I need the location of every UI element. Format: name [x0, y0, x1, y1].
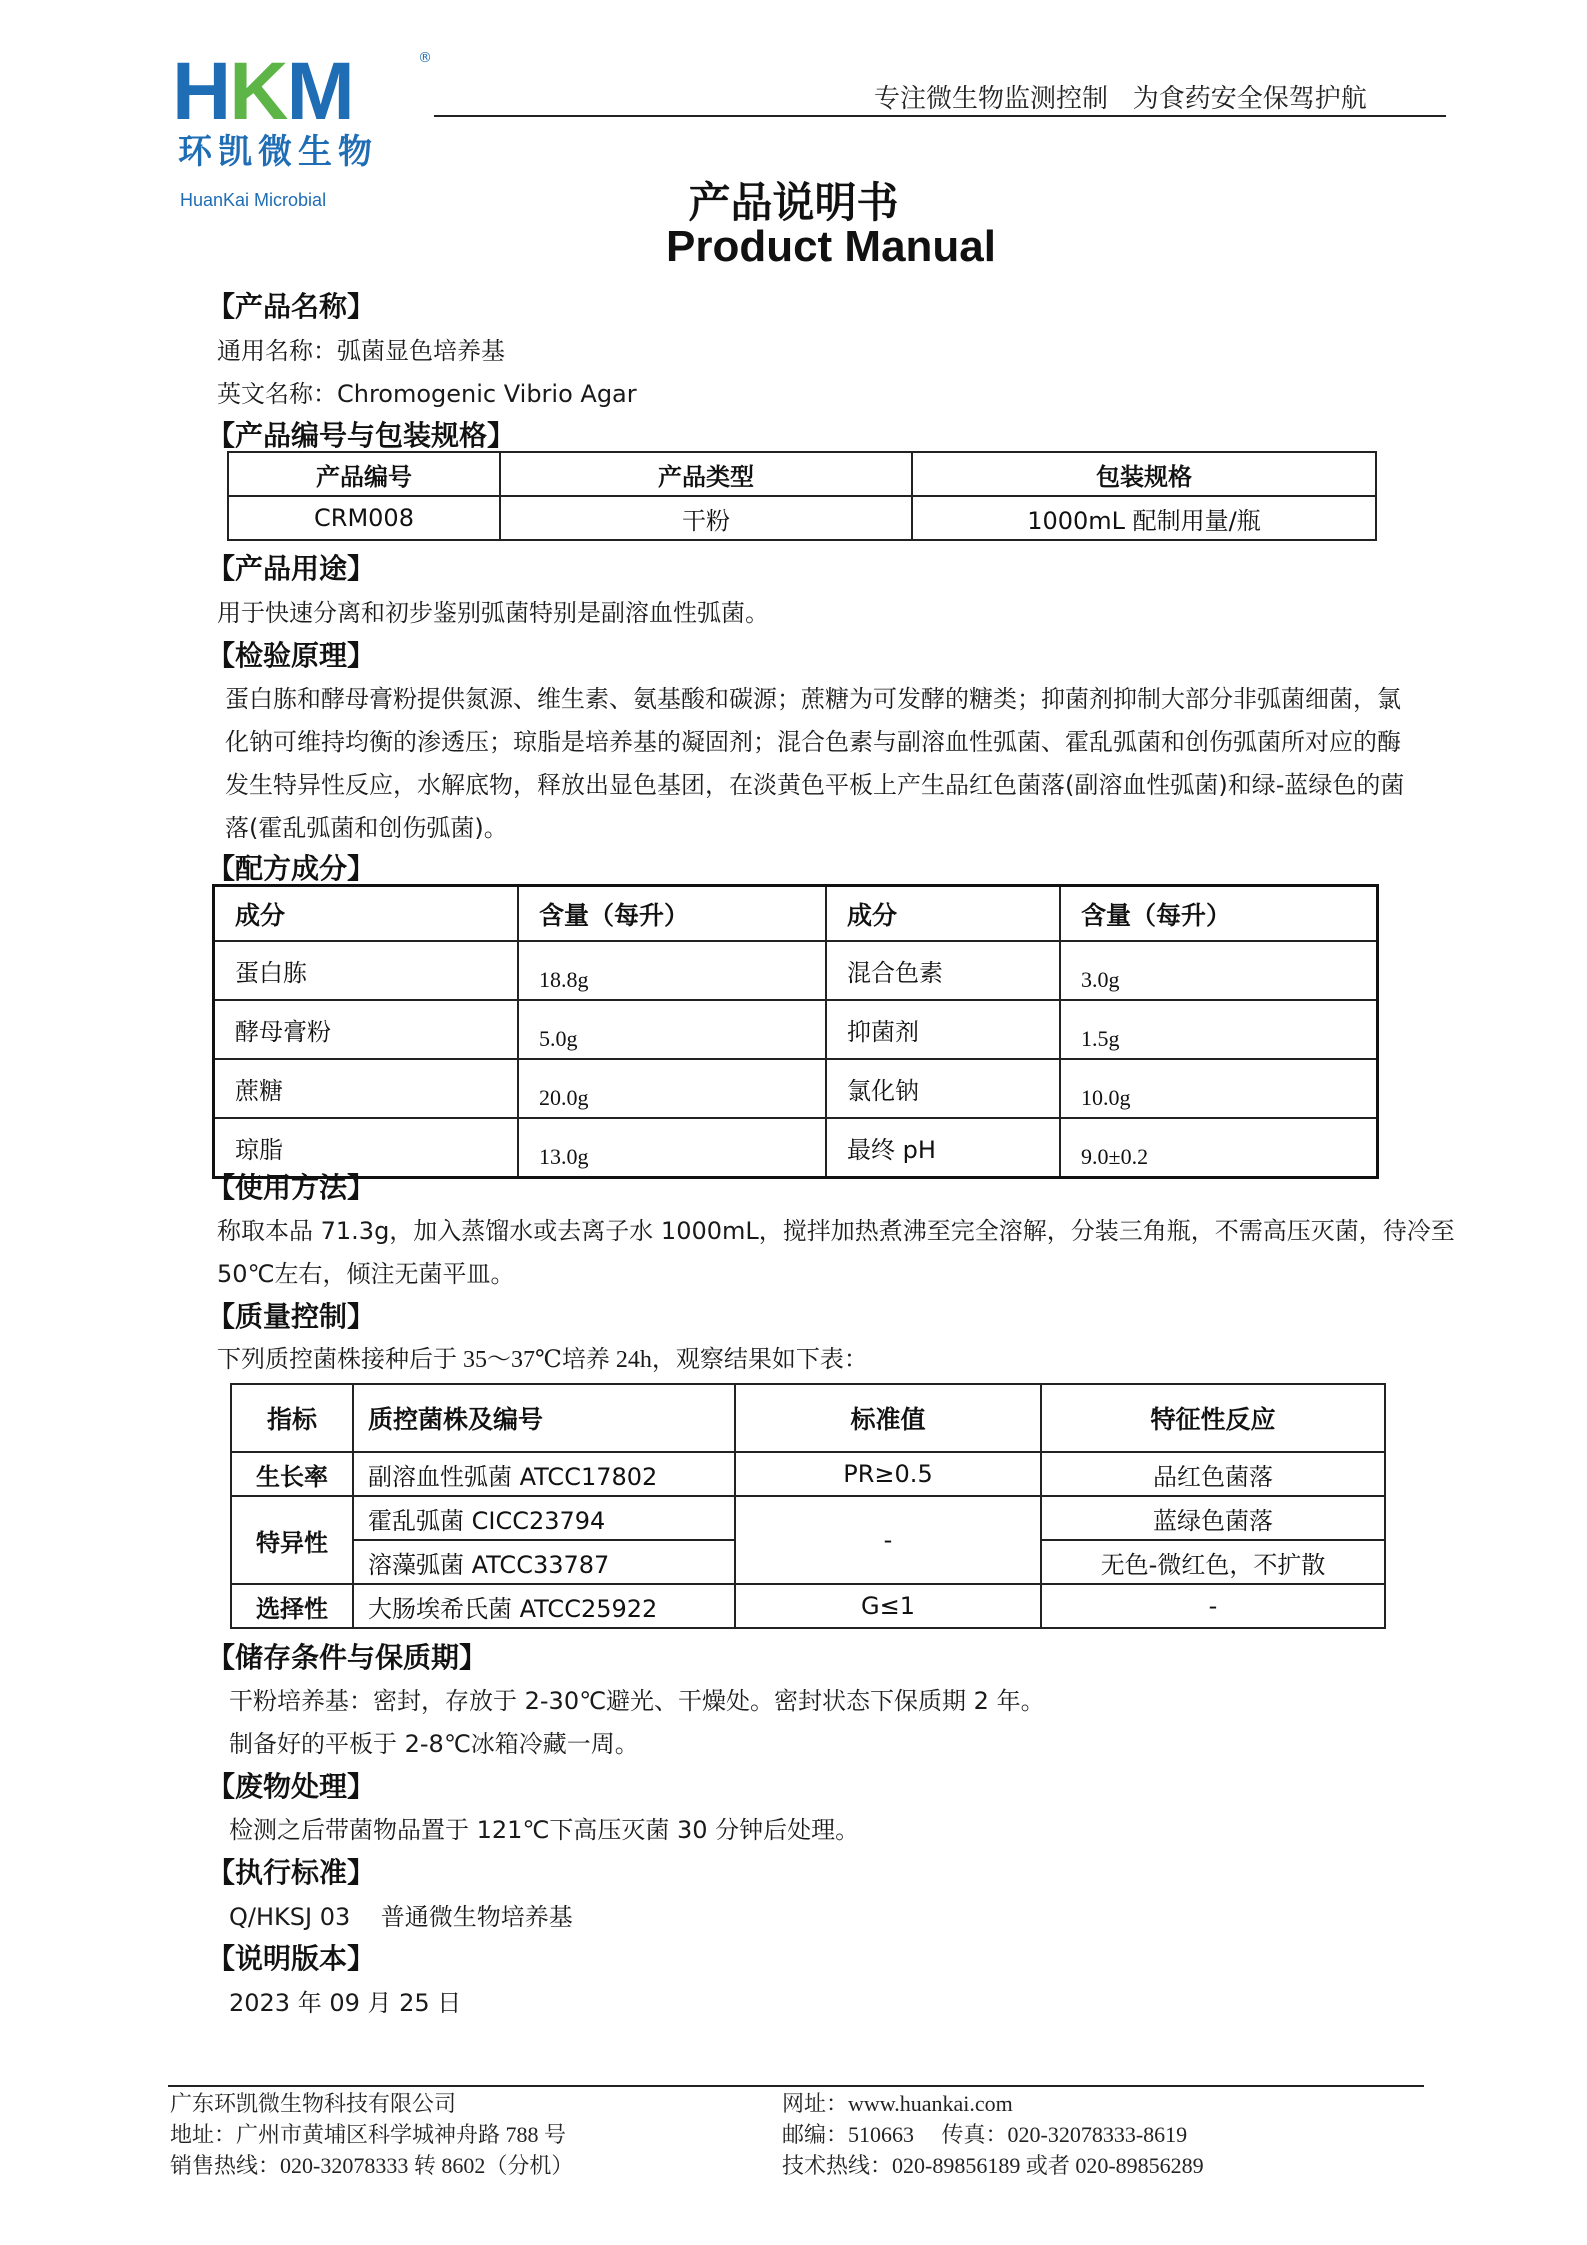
column-header: 特征性反应: [1041, 1384, 1385, 1452]
logo-letter-h: H: [172, 46, 230, 137]
table-cell: 蛋白胨: [214, 941, 519, 1000]
table-row: [231, 1452, 1385, 1496]
table-cell: CRM008: [228, 496, 500, 540]
footer-address: 地址：广州市黄埔区科学城神舟路 788 号: [170, 2122, 567, 2147]
logo-mark: [172, 46, 353, 137]
column-header: 含量（每升）: [1060, 886, 1378, 942]
table-row: [214, 1118, 1378, 1178]
table-cell: 生长率: [231, 1452, 353, 1496]
method-line: 50℃左右，倾注无菌平皿。: [217, 1260, 515, 1288]
footer-tech-hotline: 技术热线：020-89856189 或者 020-89856289: [782, 2153, 1204, 2178]
column-header: 产品编号: [228, 452, 500, 496]
principle-line: 蛋白胨和酵母膏粉提供氮源、维生素、氨基酸和碳源；蔗糖为可发酵的糖类；抑菌剂抑制大部分非弧菌细菌，氯: [225, 685, 1401, 713]
table-cell: 大肠埃希氏菌 ATCC25922: [353, 1584, 735, 1628]
table-cell: 溶藻弧菌 ATCC33787: [353, 1540, 735, 1584]
english-name: 英文名称：Chromogenic Vibrio Agar: [217, 380, 637, 408]
table-cell: 副溶血性弧菌 ATCC17802: [353, 1452, 735, 1496]
footer-sales-hotline: 销售热线：020-32078333 转 8602（分机）: [170, 2153, 574, 2178]
formula-table: [212, 884, 1379, 1179]
table-header-row: [214, 886, 1378, 942]
section-heading-storage: 【储存条件与保质期】: [207, 1641, 488, 1674]
usage-text: 用于快速分离和初步鉴别弧菌特别是副溶血性弧菌。: [217, 599, 769, 627]
disposal-text: 检测之后带菌物品置于 121℃下高压灭菌 30 分钟后处理。: [229, 1816, 860, 1844]
table-row: [231, 1496, 1385, 1540]
footer-divider: [168, 2085, 1424, 2087]
column-header: 成分: [214, 886, 519, 942]
column-header: 含量（每升）: [518, 886, 826, 942]
packaging-table: [227, 451, 1377, 541]
column-header: 标准值: [735, 1384, 1041, 1452]
version-date: 2023 年 09 月 25 日: [229, 1989, 462, 2017]
table-header-row: [231, 1384, 1385, 1452]
table-cell: 13.0g: [518, 1118, 826, 1178]
table-row: [214, 941, 1378, 1000]
table-row: [231, 1584, 1385, 1628]
section-heading-method: 【使用方法】: [207, 1171, 376, 1204]
table-cell: 蔗糖: [214, 1059, 519, 1118]
storage-line: 干粉培养基：密封，存放于 2-30℃避光、干燥处。密封状态下保质期 2 年。: [229, 1687, 1045, 1715]
footer-postal-fax: 邮编：510663 传真：020-32078333-8619: [782, 2122, 1188, 2147]
table-cell: 干粉: [500, 496, 912, 540]
qc-table: [230, 1383, 1386, 1629]
footer-website: 网址：www.huankai.com: [782, 2091, 1013, 2116]
principle-line: 化钠可维持均衡的渗透压；琼脂是培养基的凝固剂；混合色素与副溶血性弧菌、霍乱弧菌和创伤弧菌所对应的酶: [225, 728, 1401, 756]
table-cell: 选择性: [231, 1584, 353, 1628]
principle-line: 发生特异性反应，水解底物，释放出显色基团，在淡黄色平板上产生品红色菌落(副溶血性弧菌)和绿-蓝绿色的菌: [225, 771, 1405, 799]
standard-text: Q/HKSJ 03 普通微生物培养基: [229, 1903, 573, 1931]
footer-company: 广东环凯微生物科技有限公司: [170, 2091, 457, 2116]
section-heading-product-name: 【产品名称】: [207, 290, 376, 323]
storage-line: 制备好的平板于 2-8℃冰箱冷藏一周。: [229, 1730, 639, 1758]
column-header: 产品类型: [500, 452, 912, 496]
page-title-en: Product Manual: [665, 222, 997, 271]
principle-line: 落(霍乱弧菌和创伤弧菌)。: [225, 814, 508, 842]
table-cell: 10.0g: [1060, 1059, 1378, 1118]
column-header: 质控菌株及编号: [353, 1384, 735, 1452]
logo-english-name: HuanKai Microbial: [180, 190, 327, 210]
column-header: 包装规格: [912, 452, 1376, 496]
table-cell: 1000mL 配制用量/瓶: [912, 496, 1376, 540]
method-line: 称取本品 71.3g，加入蒸馏水或去离子水 1000mL，搅拌加热煮沸至完全溶解，分装三角瓶，不需高压灭菌，待冷至: [217, 1217, 1455, 1245]
table-cell: 氯化钠: [826, 1059, 1060, 1118]
column-header: 指标: [231, 1384, 353, 1452]
logo-letter-k: K: [229, 46, 287, 137]
table-cell: 5.0g: [518, 1000, 826, 1059]
section-heading-principle: 【检验原理】: [207, 639, 376, 672]
company-logo: [172, 46, 440, 210]
logo-letter-m: M: [286, 46, 353, 137]
table-row: [214, 1059, 1378, 1118]
section-heading-packaging: 【产品编号与包装规格】: [207, 419, 516, 452]
table-row: [214, 1000, 1378, 1059]
section-heading-usage: 【产品用途】: [207, 552, 376, 585]
section-heading-disposal: 【废物处理】: [207, 1770, 376, 1803]
table-row: [228, 496, 1376, 540]
section-heading-formula: 【配方成分】: [207, 852, 376, 885]
common-name: 通用名称：弧菌显色培养基: [217, 337, 505, 365]
table-cell: 品红色菌落: [1041, 1452, 1385, 1496]
table-cell: 酵母膏粉: [214, 1000, 519, 1059]
table-cell: 1.5g: [1060, 1000, 1378, 1059]
table-cell: 抑菌剂: [826, 1000, 1060, 1059]
column-header: 成分: [826, 886, 1060, 942]
table-cell: -: [1041, 1584, 1385, 1628]
table-cell: PR≥0.5: [735, 1452, 1041, 1496]
table-cell: 18.8g: [518, 941, 826, 1000]
table-cell: 特异性: [231, 1496, 353, 1584]
header-slogan: 专注微生物监测控制 为食药安全保驾护航: [874, 84, 1367, 114]
table-cell: 20.0g: [518, 1059, 826, 1118]
page-title-cn: 产品说明书: [688, 178, 899, 227]
table-cell: 混合色素: [826, 941, 1060, 1000]
table-header-row: [228, 452, 1376, 496]
table-cell: 最终 pH: [826, 1118, 1060, 1178]
qc-intro: 下列质控菌株接种后于 35～37℃培养 24h，观察结果如下表：: [217, 1347, 868, 1373]
section-heading-standard: 【执行标准】: [207, 1856, 376, 1889]
registered-mark: ®: [418, 50, 432, 66]
table-cell: 琼脂: [214, 1118, 519, 1178]
table-cell: -: [735, 1496, 1041, 1584]
table-cell: 9.0±0.2: [1060, 1118, 1378, 1178]
table-cell: 霍乱弧菌 CICC23794: [353, 1496, 735, 1540]
section-heading-version: 【说明版本】: [207, 1942, 376, 1975]
table-cell: 3.0g: [1060, 941, 1378, 1000]
header-divider: [434, 115, 1446, 117]
logo-chinese-name: 环凯微生物: [178, 132, 378, 172]
table-cell: 无色-微红色，不扩散: [1041, 1540, 1385, 1584]
table-cell: 蓝绿色菌落: [1041, 1496, 1385, 1540]
section-heading-qc: 【质量控制】: [207, 1300, 376, 1333]
table-cell: G≤1: [735, 1584, 1041, 1628]
